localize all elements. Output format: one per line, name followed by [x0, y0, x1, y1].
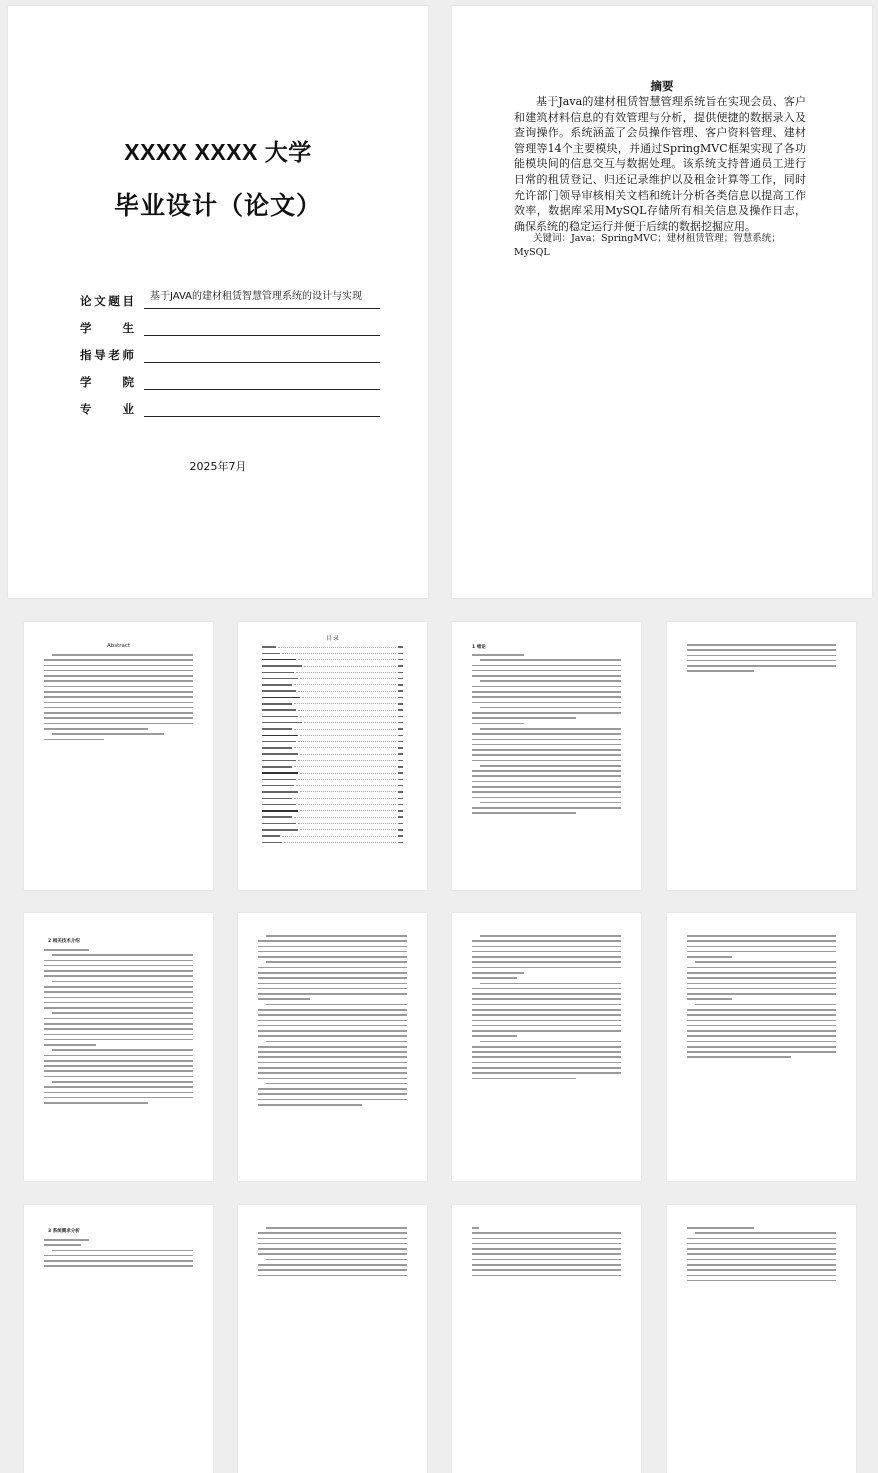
text-block [687, 1227, 836, 1285]
form-row-advisor [80, 336, 380, 363]
text-block [472, 1227, 621, 1280]
thesis-heading: 毕业设计（论文） [113, 191, 322, 220]
abstract-page [452, 6, 872, 598]
page-thumbnail-tech-3 [452, 913, 641, 1181]
toc-entry [262, 839, 403, 845]
text-block [687, 644, 836, 676]
form-label: 专业 [80, 402, 134, 416]
text-block [44, 654, 193, 744]
abstract-keywords: 关键词：Java；SpringMVC；建材租赁管理；智慧系统；MySQL [514, 233, 781, 258]
form-label: 学院 [80, 375, 134, 389]
page-thumbnail-intro-cont [667, 622, 856, 890]
text-block [472, 654, 621, 818]
form-label: 指导老师 [80, 348, 134, 362]
text-block [687, 935, 836, 1062]
text-block [44, 1239, 193, 1271]
text-block [44, 949, 193, 1107]
page-thumbnail-tech [24, 913, 213, 1181]
form-label: 学生 [80, 321, 134, 335]
page-thumbnail-requirements-2 [238, 1205, 427, 1473]
form-row-student [80, 309, 380, 336]
cover-info-form [80, 282, 380, 417]
cover-page [8, 6, 428, 598]
cover-date: 2025年7月 [189, 460, 247, 473]
form-value [144, 342, 380, 363]
text-block [258, 935, 407, 1109]
page-thumbnail-tech-2 [238, 913, 427, 1181]
toc-list [262, 644, 403, 846]
section-heading: 2 相关技术介绍 [48, 939, 80, 944]
form-row-title [80, 282, 380, 309]
abstract-title: 摘要 [650, 79, 674, 93]
form-row-major [80, 390, 380, 417]
page-thumbnail-intro [452, 622, 641, 890]
page-title: Abstract [106, 643, 131, 649]
page-thumbnail-toc [238, 622, 427, 890]
form-label: 论文题目 [80, 294, 134, 308]
form-value [144, 396, 380, 417]
school-name: XXXX XXXX 大学 [124, 139, 312, 165]
page-title: 目 录 [326, 636, 339, 642]
form-row-college [80, 363, 380, 390]
form-value [144, 315, 380, 336]
section-heading: 1 绪论 [472, 645, 486, 650]
abstract-body: 基于Java的建材租赁智慧管理系统旨在实现会员、客户和建筑材料信息的有效管理与分析，提供便捷的数据录入及查询操作。系统涵盖了会员操作管理、客户资料管理、建材管理等14个主要模块，并通过SpringMVC框架实现了各功能模块间的信息交互与数据处理。该系统支持普通员工进行日常的租赁登记、归还记录维护以及租金计算等工作，同时允许部门领导审核相关文档和统计分析各类信息以提高工作效率，数据库采用MySQL存储所有相关信息及操作日志，确保系统的稳定运行并便于后续的数据挖掘应用。 [514, 95, 806, 233]
text-block [258, 1227, 407, 1280]
text-block [472, 935, 621, 1083]
page-thumbnail-requirements-4 [667, 1205, 856, 1473]
page-thumbnail-english-abstract [24, 622, 213, 890]
section-heading: 3 系统需求分析 [48, 1229, 80, 1234]
page-thumbnail-requirements-3 [452, 1205, 641, 1473]
page-thumbnail-requirements [24, 1205, 213, 1473]
form-value: 基于JAVA的建材租赁智慧管理系统的设计与实现 [144, 288, 380, 309]
form-value [144, 369, 380, 390]
page-thumbnail-tech-4 [667, 913, 856, 1181]
